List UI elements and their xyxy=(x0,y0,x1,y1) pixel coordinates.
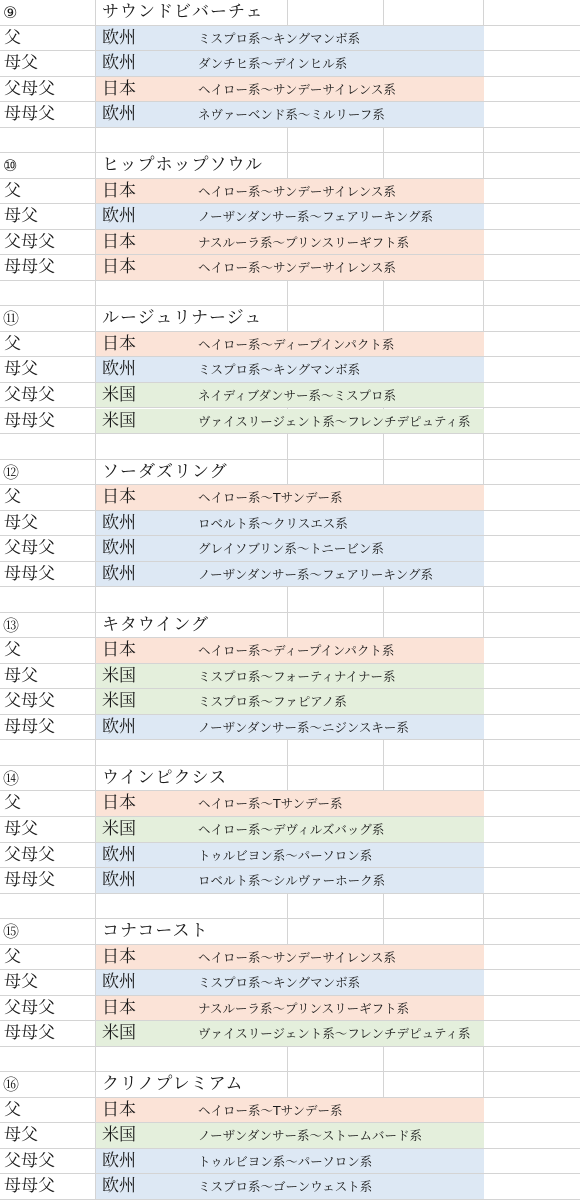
sire-line-label: ヘイロー系〜サンデーサイレンス系 xyxy=(198,81,396,97)
blank-row xyxy=(0,1047,580,1073)
horse-name: サウンドビバーチェ xyxy=(102,2,264,22)
region-label: 米国 xyxy=(102,819,136,840)
relation-label: 父母父 xyxy=(4,691,55,712)
region-label: 欧州 xyxy=(102,972,136,993)
relation-label: 母母父 xyxy=(4,716,55,737)
region-label: 日本 xyxy=(102,946,136,967)
horse-header-row xyxy=(0,306,580,332)
pedigree-row xyxy=(0,357,580,383)
sire-line-label: ヘイロー系〜Tサンデー系 xyxy=(198,796,343,812)
relation-label: 父母父 xyxy=(4,538,55,559)
pedigree-row xyxy=(0,485,580,511)
sire-line-label: トゥルビヨン系〜パーソロン系 xyxy=(198,1153,373,1169)
region-label: 欧州 xyxy=(102,1150,136,1171)
relation-label: 母父 xyxy=(4,53,38,74)
region-label: 日本 xyxy=(102,640,136,661)
region-label: 日本 xyxy=(102,333,136,354)
relation-label: 父 xyxy=(4,487,21,508)
relation-label: 父母父 xyxy=(4,844,55,865)
horse-header-row xyxy=(0,613,580,639)
relation-label: 父 xyxy=(4,180,21,201)
region-label: 米国 xyxy=(102,691,136,712)
region-label: 米国 xyxy=(102,384,136,405)
horse-name: キタウイング xyxy=(102,614,209,635)
sire-line-label: ヘイロー系〜デヴィルズバッグ系 xyxy=(198,822,385,838)
pedigree-row xyxy=(0,664,580,690)
relation-label: 母父 xyxy=(4,512,38,533)
pedigree-row xyxy=(0,843,580,869)
horse-header-row xyxy=(0,153,580,179)
region-label: 欧州 xyxy=(102,359,136,380)
pedigree-row xyxy=(0,204,580,230)
sire-line-label: ナスルーラ系〜プリンスリーギフト系 xyxy=(198,234,410,250)
blank-row xyxy=(0,587,580,613)
relation-label: 父母父 xyxy=(4,997,55,1018)
blank-row xyxy=(0,281,580,307)
pedigree-row xyxy=(0,970,580,996)
sire-line-label: ヴァイスリージェント系〜フレンチデピュティ系 xyxy=(198,413,471,429)
region-label: 日本 xyxy=(102,793,136,814)
relation-label: 母父 xyxy=(4,359,38,380)
sire-line-label: ノーザンダンサー系〜ニジンスキー系 xyxy=(198,719,409,735)
sire-line-label: ミスプロ系〜ゴーンウェスト系 xyxy=(198,1179,373,1195)
relation-label: 母父 xyxy=(4,665,38,686)
region-label: 日本 xyxy=(102,180,136,201)
relation-label: 母母父 xyxy=(4,870,55,891)
pedigree-row xyxy=(0,179,580,205)
relation-label: 母父 xyxy=(4,1125,38,1146)
region-label: 米国 xyxy=(102,410,136,431)
pedigree-row xyxy=(0,77,580,103)
blank-row xyxy=(0,128,580,154)
horse-header-row xyxy=(0,0,580,26)
pedigree-row xyxy=(0,230,580,256)
pedigree-row xyxy=(0,102,580,128)
relation-label: 母父 xyxy=(4,819,38,840)
relation-label: 父 xyxy=(4,946,21,967)
blank-row xyxy=(0,740,580,766)
region-label: 欧州 xyxy=(102,870,136,891)
pedigree-row xyxy=(0,1021,580,1047)
sire-line-label: ヘイロー系〜ディープインパクト系 xyxy=(198,336,395,352)
pedigree-row xyxy=(0,817,580,843)
horse-name: コナコースト xyxy=(102,921,209,942)
sire-line-label: ヘイロー系〜サンデーサイレンス系 xyxy=(198,260,396,276)
pedigree-row xyxy=(0,996,580,1022)
pedigree-row xyxy=(0,1123,580,1149)
sire-line-label: ヘイロー系〜サンデーサイレンス系 xyxy=(198,949,396,965)
region-label: 日本 xyxy=(102,997,136,1018)
sire-line-label: ミスプロ系〜フォーティナイナー系 xyxy=(198,668,396,684)
relation-label: 母母父 xyxy=(4,1023,55,1044)
pedigree-row xyxy=(0,562,580,588)
blank-row xyxy=(0,434,580,460)
sire-line-label: トゥルビヨン系〜パーソロン系 xyxy=(198,847,373,863)
region-label: 欧州 xyxy=(102,563,136,584)
horse-name: クリノプレミアム xyxy=(102,1074,244,1095)
sire-line-label: ヘイロー系〜Tサンデー系 xyxy=(198,490,343,506)
pedigree-row xyxy=(0,332,580,358)
relation-label: 父 xyxy=(4,640,21,661)
sire-line-label: ノーザンダンサー系〜フェアリーキング系 xyxy=(198,209,434,225)
horse-number: ⑩ xyxy=(3,156,18,176)
relation-label: 父 xyxy=(4,27,21,48)
relation-label: 父母父 xyxy=(4,1150,55,1171)
relation-label: 母母父 xyxy=(4,410,55,431)
region-label: 日本 xyxy=(102,231,136,252)
sire-line-label: ナスルーラ系〜プリンスリーギフト系 xyxy=(198,1000,410,1016)
pedigree-row xyxy=(0,689,580,715)
relation-label: 父母父 xyxy=(4,231,55,252)
sire-line-label: グレイソブリン系〜トニービン系 xyxy=(198,541,384,557)
horse-header-row xyxy=(0,1072,580,1098)
pedigree-row xyxy=(0,945,580,971)
horse-name: ウインピクシス xyxy=(102,767,227,788)
relation-label: 母父 xyxy=(4,972,38,993)
pedigree-row xyxy=(0,409,580,435)
relation-label: 母母父 xyxy=(4,104,55,125)
region-label: 欧州 xyxy=(102,844,136,865)
pedigree-row xyxy=(0,1174,580,1200)
relation-label: 母母父 xyxy=(4,563,55,584)
horse-number: ⑫ xyxy=(3,462,20,482)
relation-label: 父 xyxy=(4,1099,21,1120)
relation-label: 母母父 xyxy=(4,257,55,278)
sire-line-label: ロベルト系〜クリスエス系 xyxy=(198,515,348,531)
pedigree-row xyxy=(0,1149,580,1175)
region-label: 欧州 xyxy=(102,27,136,48)
region-label: 日本 xyxy=(102,78,136,99)
horse-number: ⑯ xyxy=(3,1075,20,1095)
horse-name: ソーダズリング xyxy=(102,461,228,482)
sire-line-label: ヘイロー系〜サンデーサイレンス系 xyxy=(198,183,396,199)
region-label: 米国 xyxy=(102,1023,136,1044)
relation-label: 母父 xyxy=(4,206,38,227)
region-label: 欧州 xyxy=(102,53,136,74)
region-label: 欧州 xyxy=(102,538,136,559)
sire-line-label: ネイディブダンサー系〜ミスプロ系 xyxy=(198,387,397,403)
sire-line-label: ヴァイスリージェント系〜フレンチデピュティ系 xyxy=(198,1026,471,1042)
relation-label: 父母父 xyxy=(4,78,55,99)
sire-line-label: ノーザンダンサー系〜ストームバード系 xyxy=(198,1128,423,1144)
pedigree-row xyxy=(0,383,580,409)
sire-line-label: ミスプロ系〜キングマンボ系 xyxy=(198,975,361,991)
horse-number: ⑪ xyxy=(3,309,20,329)
region-label: 米国 xyxy=(102,665,136,686)
horse-number: ⑬ xyxy=(3,615,20,635)
region-label: 欧州 xyxy=(102,206,136,227)
relation-label: 母母父 xyxy=(4,1176,55,1197)
pedigree-row xyxy=(0,715,580,741)
pedigree-row xyxy=(0,1098,580,1124)
sire-line-label: ミスプロ系〜キングマンボ系 xyxy=(198,362,361,378)
sire-line-label: ネヴァーベンド系〜ミルリーフ系 xyxy=(198,107,385,123)
horse-header-row xyxy=(0,766,580,792)
pedigree-row xyxy=(0,536,580,562)
pedigree-row xyxy=(0,51,580,77)
horse-name: ヒップホップソウル xyxy=(102,155,263,176)
horse-number: ⑨ xyxy=(3,3,18,22)
horse-number: ⑮ xyxy=(3,922,20,942)
region-label: 日本 xyxy=(102,487,136,508)
pedigree-row xyxy=(0,255,580,281)
sire-line-label: ロベルト系〜シルヴァーホーク系 xyxy=(198,873,386,889)
relation-label: 父 xyxy=(4,793,21,814)
pedigree-row xyxy=(0,868,580,894)
horse-header-row xyxy=(0,919,580,945)
region-label: 欧州 xyxy=(102,716,136,737)
horse-header-row xyxy=(0,460,580,486)
sire-line-label: ヘイロー系〜ディープインパクト系 xyxy=(198,643,395,659)
pedigree-row xyxy=(0,791,580,817)
region-label: 米国 xyxy=(102,1125,136,1146)
region-label: 日本 xyxy=(102,1099,136,1120)
region-label: 欧州 xyxy=(102,104,136,125)
region-label: 欧州 xyxy=(102,512,136,533)
sire-line-label: ダンチヒ系〜デインヒル系 xyxy=(198,56,348,72)
pedigree-row xyxy=(0,638,580,664)
sire-line-label: ノーザンダンサー系〜フェアリーキング系 xyxy=(198,566,434,582)
sire-line-label: ヘイロー系〜Tサンデー系 xyxy=(198,1102,343,1118)
region-label: 欧州 xyxy=(102,1176,136,1197)
sire-line-label: ミスプロ系〜キングマンボ系 xyxy=(198,30,361,46)
sire-line-label: ミスプロ系〜ファピアノ系 xyxy=(198,694,347,710)
pedigree-row xyxy=(0,511,580,537)
blank-row xyxy=(0,894,580,920)
pedigree-row xyxy=(0,26,580,52)
relation-label: 父 xyxy=(4,333,21,354)
region-label: 日本 xyxy=(102,257,136,278)
relation-label: 父母父 xyxy=(4,384,55,405)
horse-name: ルージュリナージュ xyxy=(102,308,263,329)
horse-number: ⑭ xyxy=(3,768,20,788)
